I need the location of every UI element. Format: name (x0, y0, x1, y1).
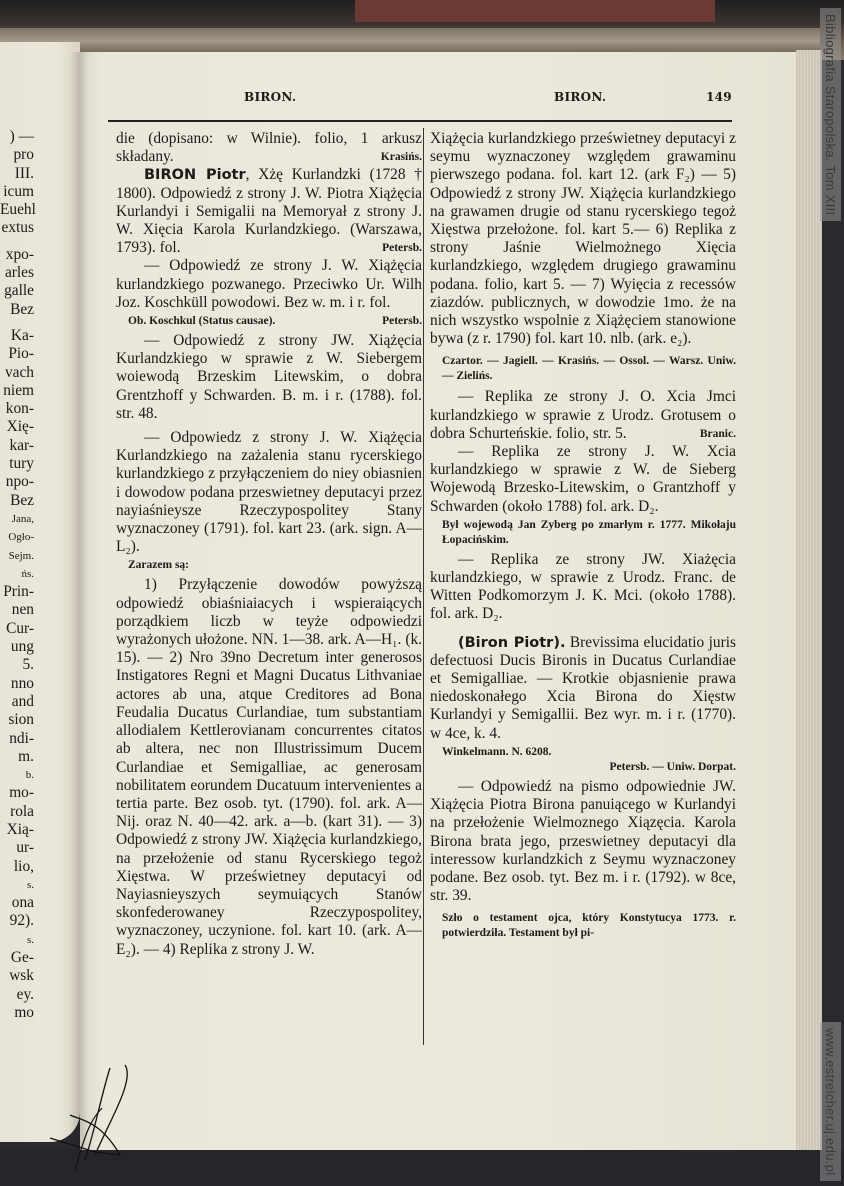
entry-text: Brevissima elucidatio juris defectuosi Ducis Bironis in Ducatus Curlandiae et Semigalliae. — Krotkie objasnienie prawa niedoskonałego Xcia Birona do Xięstw Kurlandyi y Semigallii. Bez wyr. m. i r. (1770). w 4ce, k. 4. (430, 633, 736, 742)
fragment-line: s. (26, 933, 34, 946)
header-rule (108, 120, 732, 122)
fragment-line: m. (18, 747, 34, 765)
fragment-line: Jana, (11, 512, 34, 525)
background-red-book (355, 0, 715, 22)
fragment-line: npo- (5, 473, 34, 491)
fragment-line: 92). (9, 912, 34, 930)
fragment-line: lio, (13, 857, 34, 875)
column-divider (423, 128, 424, 1045)
fragment-line: mo (14, 1003, 34, 1021)
entry-paragraph: — Odpowiedź ze strony J. W. Xiążęcia kurlandzkiego pozwanego. Przeciwko Ur. Wilh Joz. Koschküll powodowi. Bez w. m. i r. fol. (116, 257, 422, 311)
entry-heading: BIRON Piotr (144, 167, 246, 184)
entry-paragraph: — Replika ze strony JW. Xiażęcia kurlandzkiego, w sprawie z Urodz. Franc. de Witten Podkomorzym J. K. Mci. (około 1788). fol. ark. D₂. (430, 550, 736, 623)
fragment-line: Ogło- (8, 531, 34, 544)
entry-text: die (dopisano: w Wilnie). folio, 1 arkusz składany. (116, 130, 422, 166)
fragment-line: Ge- (10, 949, 34, 967)
library-location: Petersb. — Uniw. Dorpat. (609, 760, 736, 773)
fragment-line: icum (3, 182, 34, 200)
entry-paragraph: — Odpowiedź na pismo odpowiednie JW. Xiążęcia Piotra Birona panuiącego w Kurlandyi na przełożenie Wielmoznego Xiązęcia. Karola Birona brata jego, przeswietney deputacyi dla interessow kurlandzkich z Seymu wyznaczoney podane. Bez osob. tyt. Bez m. i r. (1792). w 8ce, str. 39. (430, 777, 736, 905)
fragment-line (0, 319, 34, 327)
entry-paragraph (430, 634, 736, 743)
left-column (116, 130, 422, 959)
fragment-line: wsk (9, 967, 34, 985)
entry-paragraph (116, 130, 422, 166)
entry-paragraph: 1) Przyłączenie dowodów powyższą odpowiedź obiaśniaiacych i wspieraiących porządkiem liczb w teyże odpowiedzi wyrażonych ułożone. NN. 1—38. ark. A—H₁. (k. 15). — 2) Nro 39no Decretum inter generosos Instigatores Regni et Magni Ducatus Lithvaniae actores ab una, atque Creditores ad Bona Feudalia Ducatus Curlandiae, tum substantiam allodialem Kettlerovianam concurrentes citatos ab altera, nec non Illustrissimum Ducem Curlandiae et Semigalliae, ac generosam nobilitatem eorundem Ducatuum intervenientes a tertia parte. Bez osob. tyt. (1790). fol. ark. A—Nij. oraz N. 40—42. ark. a—b. (kart 31). — 3) Odpowiedź z strony JW. Xiążęcia kurlandzkiego, na przełożenie od stanu Rycerskiego tegoż Xięstwa. W prześwietney deputacyi od Nayiasnieyszych seymuiących Stanów skonfederowaney Rzeczypospolitey, wyznaczoney, uczynione. fol. kart 10. (ark. A—E₂). — 4) Replika z strony J. W. (116, 576, 422, 958)
fragment-line: Euehl (0, 201, 36, 219)
page-top-edge (0, 28, 820, 54)
entry-note (116, 314, 422, 329)
fragment-line: s. (26, 878, 34, 891)
left-page-fragment (0, 128, 34, 1022)
page-stack-edge (796, 50, 822, 1160)
right-column (430, 130, 736, 944)
watermark-title: Bibliografia Staropolska. Tom XIII (820, 8, 841, 221)
fragment-line: ona (11, 894, 34, 912)
entry-paragraph (430, 388, 736, 443)
running-head-left: BIRON. (244, 90, 297, 104)
fragment-line: arles (4, 264, 34, 282)
fragment-line: sion (8, 711, 34, 729)
fragment-line: and (11, 692, 34, 710)
fragment-line: nen (11, 601, 34, 619)
fragment-line: pro (13, 146, 34, 164)
fragment-line: ńs. (21, 567, 34, 580)
fragment-line: b. (25, 769, 34, 782)
fragment-line: Ka- (10, 326, 34, 344)
fragment-line: Pio- (8, 345, 34, 363)
fragment-line: Xią- (6, 820, 34, 838)
running-head-right: BIRON. (554, 90, 607, 104)
entry-note: Czartor. — Jagiell. — Krasińs. — Ossol. — Warsz. Uniw. — Zielińs. (442, 355, 736, 383)
fragment-line: ) — (9, 128, 34, 145)
entry-note: Był wojewodą Jan Zyberg po zmarłym r. 1777. Mikołaju Łopacińskim. (442, 518, 736, 546)
fragment-line: xpo- (5, 245, 34, 263)
fragment-line: Xię- (6, 418, 34, 436)
entry-paragraph: — Odpowiedz z strony J. W. Xiążęcia Kurlandzkiego na zażalenia stanu rycerskiego kurlandzkiego z przyłączeniem do niey obiasnien i dowodow podana przeswietney deputacyi przez nayiaśnieysze Rzeczypospolitey Stany wyznaczoney (1791). fol. kart 23. (ark. sign. A—L₂). (116, 429, 422, 556)
gutter-shadow (70, 52, 88, 1152)
entry-heading: (Biron Piotr). (458, 634, 566, 651)
fragment-line: Prin- (3, 583, 34, 601)
entry-paragraph (116, 166, 422, 257)
entry-paragraph: Xiążęcia kurlandzkiego prześwietney deputacyi z seymu wyznaczoney względem grawaminu pierwszego podana. fol. kart 12. (ark F₂) — 5) Odpowiedź z strony JW. Xiążęcia kurlandzkiego na grawamen drugie od stanu rycerskiego tegoż Xięstwa przełożone. fol. kart 5.— 6) Replika z strony Jaśnie Wielmożnego Xięcia kurlandzkiego, względem drugiego grawaminu podana. folio, kart 5. — 7) Wyięcia z recessów ziazdów. publicznych, w dowodzie 1mo. że na nich wszystko wspolnie z Xiążęciem stanowione bywa (z r. 1790) fol. kart 10. nlb. (ark. e₂). (430, 130, 736, 348)
signature-icon (40, 1060, 150, 1180)
fragment-line: kar- (9, 436, 34, 454)
library-location: Petersb. (382, 242, 422, 255)
entry-note: Szło o testament ojca, który Konstytucya 1773. r. potwierdziła. Testament był pi- (442, 912, 736, 940)
watermark-url: www.estreicher.uj.edu.pl (820, 1022, 841, 1181)
entry-text: — Replika ze strony J. O. Xcia Jmci kurlandzkiego w sprawie z Urodz. Grotusem o dobra Schurteńskie. folio, str. 5. (430, 388, 736, 442)
fragment-line: niem (3, 381, 34, 399)
library-location: Branic. (699, 427, 736, 440)
library-location: Krasińs. (380, 151, 422, 164)
entry-text: , Xżę Kurlandzki (1728 † 1800). Odpowiedź z strony J. W. Piotra Xiążęcia Kurlandyi i Semigalii na Memoryał z strony J. W. Xięcia Karola Kurlandzkiego. (Warszawa, 1793). fol. (116, 166, 422, 257)
fragment-line: ndi- (9, 729, 34, 747)
fragment-line: tury (9, 455, 34, 473)
fragment-line: III. (14, 164, 34, 182)
library-location: Petersb. (382, 315, 422, 328)
fragment-line: ur- (16, 839, 34, 857)
fragment-line: rola (10, 802, 34, 820)
fragment-line: Bez (10, 300, 34, 318)
entry-note: Winkelmann. N. 6208. (442, 745, 552, 758)
fragment-line (0, 238, 34, 246)
fragment-line: kon- (5, 400, 34, 418)
fragment-line: 5. (22, 656, 34, 674)
fragment-line: nno (10, 674, 34, 692)
fragment-line: Cur- (6, 619, 34, 637)
note-text: Ob. Koschkul (Status causae). (128, 315, 276, 328)
fragment-line: Sejm. (8, 549, 34, 562)
fragment-line: mo- (9, 784, 34, 802)
fragment-line: extus (1, 219, 34, 237)
page-number: 149 (706, 90, 732, 104)
fragment-line: ung (10, 638, 34, 656)
fragment-line: galle (4, 282, 34, 300)
entry-paragraph: — Replika ze strony J. W. Xcia kurlandzkiego w sprawie z W. de Sieberg Wojewodą Brzesko-Litewskim, o Grantzhoff y Schwarden (około 1788) fol. ark. D₂. (430, 443, 736, 515)
entry-note: Zarazem są: (128, 559, 189, 572)
fragment-line: vach (4, 363, 34, 381)
entry-paragraph: — Odpowiedź z strony JW. Xiążęcia Kurlandzkiego w sprawie z W. Siebergem woiewodą Brzeskim Litewskim, o dobra Grentzhoff y Schwarden. B. m. i r. (1788). fol. str. 48. (116, 332, 422, 422)
fragment-line: ey. (16, 985, 34, 1003)
fragment-line: Bez (10, 491, 34, 509)
